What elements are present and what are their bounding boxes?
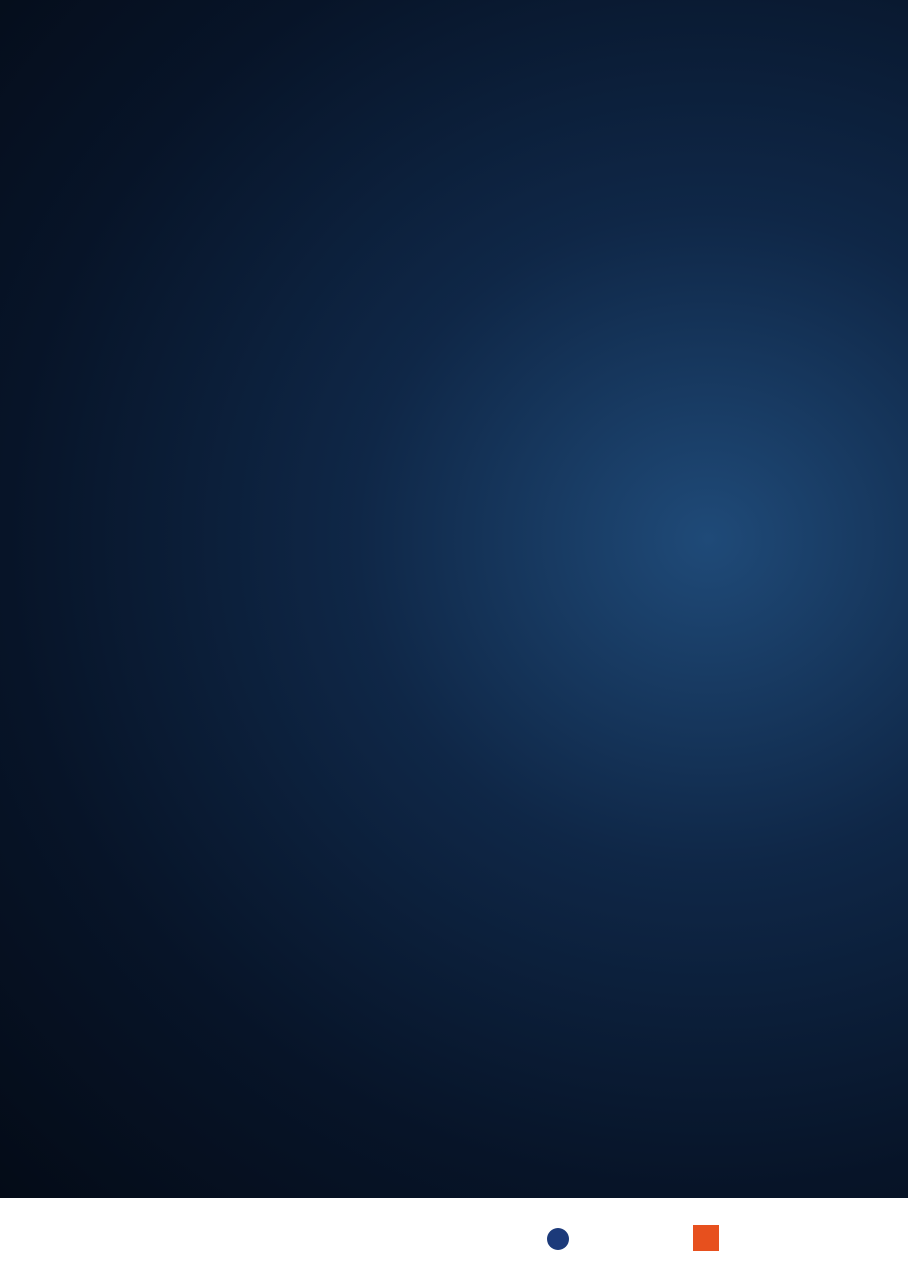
logo-ewhof — [547, 1228, 573, 1250]
christmas-tree-icon — [508, 0, 908, 1198]
logo-cez — [693, 1225, 719, 1253]
sponsor-logos — [0, 1198, 908, 1280]
cez-mark-icon — [693, 1225, 719, 1251]
ewhof-mark-icon — [547, 1228, 569, 1250]
